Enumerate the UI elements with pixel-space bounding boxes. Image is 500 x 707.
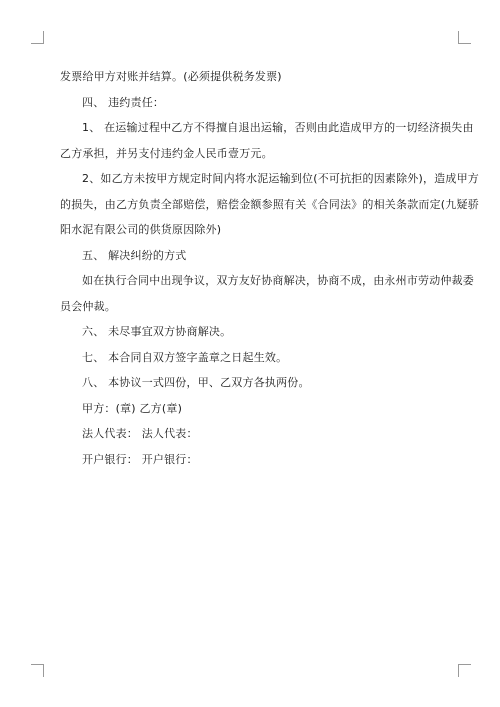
section-8-text: 八、 本协议一式四份，甲、乙双方各执两份。 [82,376,310,389]
clause-2-line-3: 阳水泥有限公司的供货原因除外) [60,223,222,236]
crop-mark-bottom-left [31,664,44,677]
dispute-text-line-1: 如在执行合同中出现争议，双方友好协商解决，协商不成，由永州市劳动仲裁委 [82,274,474,287]
clause-2-line-1: 2、如乙方未按甲方规定时间内将水泥运输到位(不可抗拒的因素除外)，造成甲方 [82,172,479,185]
document-body [60,64,479,472]
clause-1-line-2: 乙方承担，并另支付违约金人民币壹万元。 [60,146,273,160]
clause-1-line-1: 1、 在运输过程中乙方不得擅自退出运输，否则由此造成甲方的一切经济损失由 [82,121,474,134]
bank-account-line: 开户银行： 开户银行： [82,452,198,466]
legal-representative-line: 法人代表： 法人代表： [82,427,198,440]
crop-mark-bottom-right [458,664,471,677]
text-line-invoice-settlement: 发票给甲方对账并结算。(必须提供税务发票) [60,70,282,83]
section-heading-breach-liability: 四、 违约责任： [82,95,165,109]
party-seal-line: 甲方：(章) 乙方(章) [82,401,183,415]
dispute-text-line-2: 员会仲裁。 [60,299,116,313]
section-heading-dispute-resolution: 五、 解决纠纷的方式 [82,248,187,262]
clause-2-line-2: 的损失，由乙方负责全部赔偿，赔偿金额参照有关《合同法》的相关条款而定(九疑骄 [60,197,479,211]
section-7-text: 七、 本合同自双方签字盖章之日起生效。 [82,350,288,364]
crop-mark-top-left [31,31,44,44]
section-6-text: 六、 未尽事宜双方协商解决。 [82,325,232,338]
crop-mark-top-right [458,31,471,44]
